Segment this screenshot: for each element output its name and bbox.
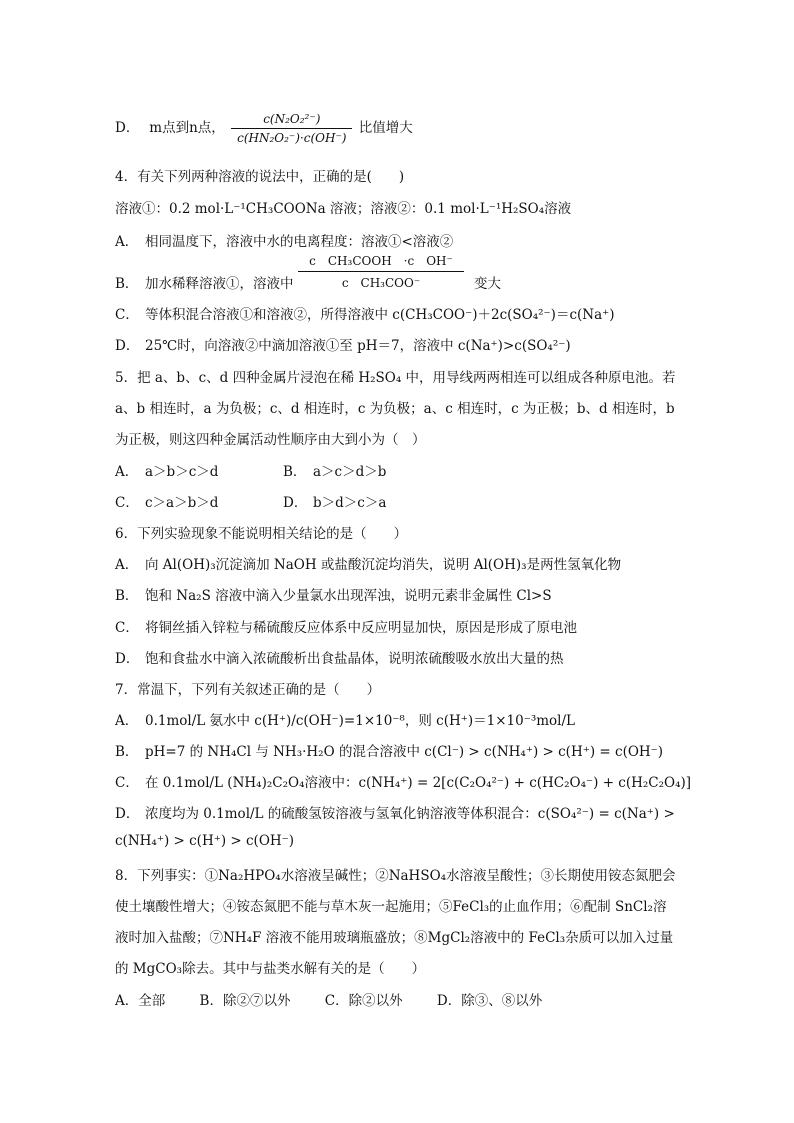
fraction-denominator: c CH₃COO⁻ xyxy=(341,276,421,290)
option-text: 在 0.1mol/L (NH₄)₂C₂O₄溶液中：c(NH₄⁺) = 2[c(C₂O₄²⁻) + c(HC₂O₄⁻) + c(H₂C₂O₄)] xyxy=(145,775,692,791)
q4-option-d xyxy=(115,334,571,354)
option-text: 浓度均为 0.1mol/L 的硫酸氢铵溶液与氢氧化钠溶液等体积混合：c(SO₄²⁻) = c(Na⁺) > xyxy=(145,806,675,822)
q8-line3: 液时加入盐酸；⑦NH₄F 溶液不能用玻璃瓶盛放；⑧MgCl₂溶液中的 FeCl₃杂质可以加入过量 xyxy=(115,930,674,946)
option-text: 相同温度下，溶液中水的电离程度：溶液①<溶液② xyxy=(145,234,454,250)
option-label: C． xyxy=(115,620,139,636)
q6-option-a xyxy=(115,553,621,573)
option-text: 将铜丝插入锌粒与稀硫酸反应体系中反应明显加快，原因是形成了原电池 xyxy=(145,620,577,636)
q8-line4: 的 MgCO₃除去。其中与盐类水解有关的是（ ） xyxy=(115,961,426,977)
q8-line2: 使土壤酸性增大；④铵态氮肥不能与草木灰一起施用；⑤FeCl₃的止血作用；⑥配制 SnCl₂溶 xyxy=(115,899,667,915)
option-text: 25℃时，向溶液②中滴加溶液①至 pH＝7，溶液中 c(Na⁺)>c(SO₄²⁻) xyxy=(145,338,571,354)
option-label: A． xyxy=(115,464,139,480)
q4-option-a xyxy=(115,230,453,250)
option-label: C． xyxy=(115,775,139,791)
q7-stem: 7．常温下，下列有关叙述正确的是（ ） xyxy=(115,682,381,698)
fraction-numerator: c(N₂O₂²⁻) xyxy=(263,112,321,126)
option-label: A． xyxy=(115,993,139,1009)
option-label: B． xyxy=(115,276,139,292)
option-label: A． xyxy=(115,234,139,250)
q7-option-b xyxy=(115,740,663,760)
q5-option-c xyxy=(115,491,218,511)
q4-b-suffix: 变大 xyxy=(474,276,501,292)
q6-option-b xyxy=(115,584,552,604)
option-text: 饱和 Na₂S 溶液中滴入少量氯水出现浑浊，说明元素非金属性 Cl>S xyxy=(145,588,552,604)
option-label: B． xyxy=(115,744,139,760)
option-text: 除②⑦以外 xyxy=(222,993,291,1009)
q3-d-prefix: m点到n点， xyxy=(149,120,225,136)
q7-option-c xyxy=(115,771,691,791)
option-text: 向 Al(OH)₃沉淀滴加 NaOH 或盐酸沉淀均消失，说明 Al(OH)₃是两性氢氧化物 xyxy=(145,557,622,573)
option-label: C． xyxy=(324,993,349,1009)
option-text: 等体积混合溶液①和溶液②，所得溶液中 c(CH₃COO⁻)＋2c(SO₄²⁻)＝c(Na⁺) xyxy=(145,307,615,323)
q6-option-d xyxy=(115,647,564,667)
q5-stem-line2: a、b 相连时，a 为负极；c、d 相连时，c 为负极；a、c 相连时，c 为正极；b、d 相连时，b xyxy=(115,401,675,417)
option-label: D． xyxy=(115,651,140,667)
option-text: 加水稀释溶液①，溶液中 xyxy=(145,276,294,292)
option-label: B． xyxy=(283,464,307,480)
option-label: D． xyxy=(115,806,140,822)
q5-option-a xyxy=(115,460,218,480)
q4-option-c xyxy=(115,303,615,323)
q4-solutions: 溶液①：0.2 mol·L⁻¹CH₃COONa 溶液；溶液②：0.1 mol·L⁻¹H₂SO₄溶液 xyxy=(115,201,572,217)
q5-option-b xyxy=(283,460,386,480)
option-label: C． xyxy=(115,307,139,323)
option-text: 除③、⑧以外 xyxy=(461,993,543,1009)
q8-line1: 8．下列事实：①Na₂HPO₄水溶液呈碱性；②NaHSO₄水溶液呈酸性；③长期使用铵态氮肥会 xyxy=(115,868,676,884)
option-text: a＞b＞c＞d xyxy=(145,464,219,480)
option-text: a＞c＞d＞b xyxy=(313,464,387,480)
q8-options xyxy=(115,989,542,1009)
q4-stem: 4．有关下列两种溶液的说法中，正确的是( ) xyxy=(115,169,405,185)
q7-option-d xyxy=(115,802,675,822)
q6-option-c xyxy=(115,616,577,636)
q6-stem: 6．下列实验现象不能说明相关结论的是（ ） xyxy=(115,526,408,542)
q4-b-fraction xyxy=(298,252,464,291)
option-label: C． xyxy=(115,495,139,511)
option-label: B． xyxy=(199,993,223,1009)
option-label: B． xyxy=(115,588,139,604)
fraction-denominator: c(HN₂O₂⁻)·c(OH⁻) xyxy=(231,128,352,145)
q5-stem-line3: 为正极，则这四种金属活动性顺序由大到小为（ ） xyxy=(115,432,426,448)
q3-d-fraction xyxy=(231,112,352,145)
q7-option-d-cont: c(NH₄⁺) > c(H⁺) > c(OH⁻) xyxy=(115,833,295,849)
option-label: A． xyxy=(115,713,139,729)
q5-option-d xyxy=(283,491,386,511)
fraction-numerator: c CH₃COOH ·c OH⁻ xyxy=(298,252,464,272)
option-text: b＞d＞c＞a xyxy=(313,495,387,511)
option-label: D． xyxy=(436,993,462,1009)
q5-stem-line1: 5．把 a、b、c、d 四种金属片浸泡在稀 H₂SO₄ 中，用导线两两相连可以组成各种原电池。若 xyxy=(115,370,676,386)
option-text: pH=7 的 NH₄Cl 与 NH₃·H₂O 的混合溶液中 c(Cl⁻) > c(NH₄⁺) > c(H⁺) = c(OH⁻) xyxy=(145,744,664,760)
option-text: 饱和食盐水中滴入浓硫酸析出食盐晶体，说明浓硫酸吸水放出大量的热 xyxy=(145,651,564,667)
q7-option-a xyxy=(115,709,575,729)
option-label: A． xyxy=(115,557,139,573)
option-text: c＞a＞b＞d xyxy=(145,495,219,511)
option-text: 全部 xyxy=(138,993,166,1009)
q3-option-d xyxy=(115,112,413,145)
option-label: D． xyxy=(115,338,140,354)
q3-d-suffix: 比值增大 xyxy=(358,120,413,136)
option-text: 除②以外 xyxy=(348,993,403,1009)
option-label: D． xyxy=(283,495,308,511)
option-label: D． xyxy=(115,120,140,136)
q4-option-b xyxy=(115,272,294,292)
option-text: 0.1mol/L 氨水中 c(H⁺)/c(OH⁻)=1×10⁻⁸，则 c(H⁺)＝1×10⁻³mol/L xyxy=(145,713,576,729)
